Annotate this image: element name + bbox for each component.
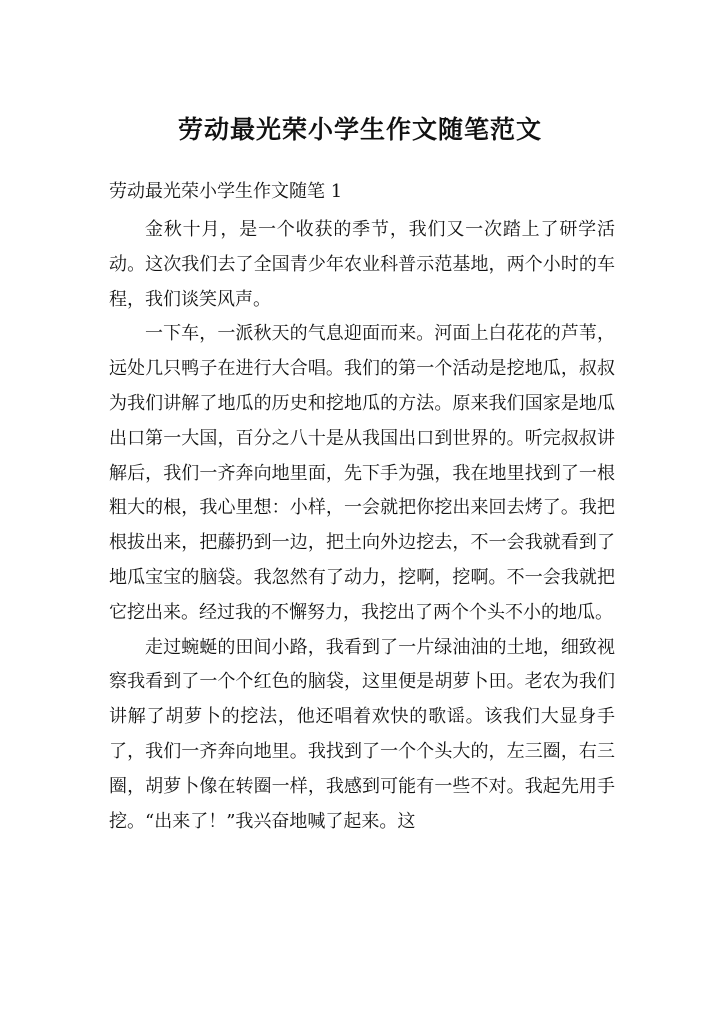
paragraph: 金秋十月，是一个收获的季节，我们又一次踏上了研学活动。这次我们去了全国青少年农业科普示范基地，两个小时的车程，我们谈笑风声。: [109, 219, 615, 310]
document-title: 劳动最光荣小学生作文随笔范文: [177, 115, 542, 144]
paragraph: 一下车，一派秋天的气息迎面而来。河面上白花花的芦苇，远处几只鸭子在进行大合唱。我们的第一个活动是挖地瓜，叔叔为我们讲解了地瓜的历史和挖地瓜的方法。原来我们国家是地瓜出口第一大国，百分之八十是从我国出口到世界的。听完叔叔讲解后，我们一齐奔向地里面，先下手为强，我在地里找到了一根粗大的根，我心里想：小样，一会就把你挖出来回去烤了。我把根拔出来，把藤扔到一边，把土向外边挖去，不一会我就看到了地瓜宝宝的脑袋。我忽然有了动力，挖啊，挖啊。不一会我就把它挖出来。经过我的不懈努力，我挖出了两个个头不小的地瓜。: [109, 323, 615, 623]
paragraph: 走过蜿蜒的田间小路，我看到了一片绿油油的土地，细致视察我看到了一个个红色的脑袋，这里便是胡萝卜田。老农为我们讲解了胡萝卜的挖法，他还唱着欢快的歌谣。该我们大显身手了，我们一齐奔向地里。我找到了一个个头大的，左三圈，右三圈，胡萝卜像在转圈一样，我感到可能有一些不对。我起先用手挖。“出来了！”我兴奋地喊了起来。这: [109, 636, 615, 832]
essay-body: [109, 213, 615, 839]
section-heading: 劳动最光荣小学生作文随笔 1: [109, 181, 343, 202]
